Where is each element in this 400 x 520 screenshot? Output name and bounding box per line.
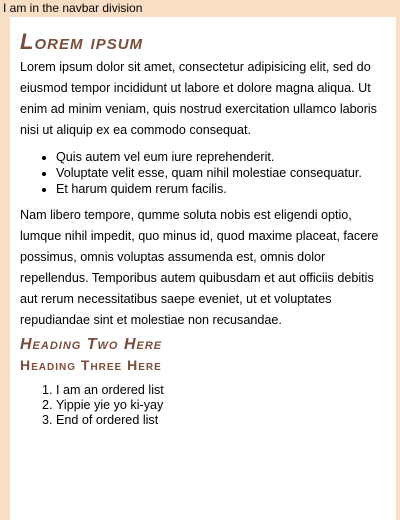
- list-item: • Voluptate velit esse, quam nihil molestiae consequatur.: [56, 165, 380, 181]
- page-title: Lorem ipsum: [20, 29, 144, 54]
- heading-two: Heading Two Here: [20, 336, 163, 353]
- ordered-list-item: 2. Yippie yie yo ki-yay: [56, 398, 380, 413]
- list-item: • Quis autem vel eum iure reprehenderit.: [56, 149, 380, 165]
- ordered-list-item: 3. End of ordered list: [56, 413, 380, 428]
- right-border-bar: [396, 17, 400, 520]
- ordered-list: [20, 383, 380, 428]
- navbar: [0, 0, 400, 17]
- main-content: [0, 17, 400, 520]
- paragraph-intro: Lorem ipsum dolor sit amet, consectetur adipisicing elit, sed do eiusmod tempor incididunt ut labore et dolore magna aliqua. Ut enim ad minim veniam, quis nostrud exercitation ullamco laboris nisi ut aliquip ex ea commodo consequat.: [20, 60, 377, 137]
- ordered-list-item: 1. I am an ordered list: [56, 383, 380, 398]
- left-border-bar: [0, 17, 10, 520]
- bullet-list: [20, 149, 380, 197]
- navbar-text: I am in the navbar division: [3, 1, 143, 15]
- heading-three: Heading Three Here: [20, 357, 162, 373]
- paragraph-body: Nam libero tempore, qumme soluta nobis est eligendi optio, lumque nihil impedit, quo minus id, quod maxime placeat, facere possimus, omnis voluptas assumenda est, omnis dolor repellendus. Temporibus autem quibusdam et aut officiis debitis aut rerum necessitatibus saepe eveniet, ut et voluptates repudiandae sint et molestiae non recusandae.: [20, 208, 379, 327]
- list-item: • Et harum quidem rerum facilis.: [56, 181, 380, 197]
